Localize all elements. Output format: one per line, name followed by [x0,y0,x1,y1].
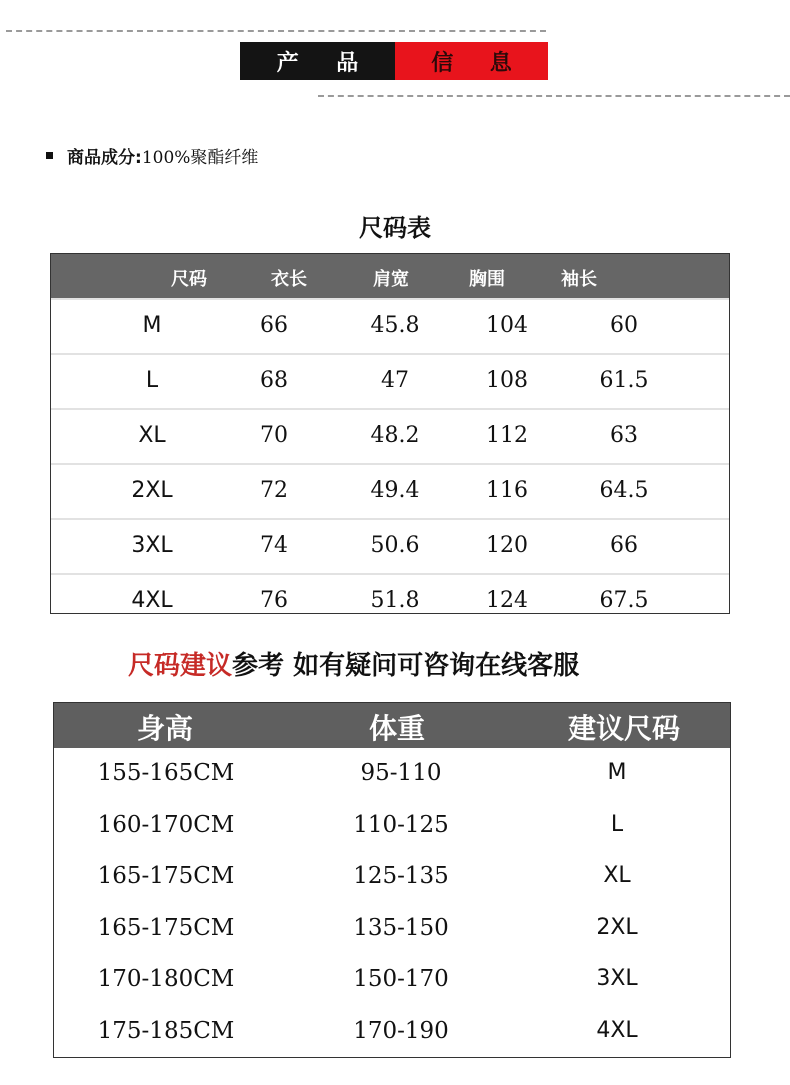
table-cell: L [145,368,159,393]
table-cell: 63 [610,423,638,448]
table-cell: 64.5 [599,478,649,503]
table-cell: 165-175CM [97,863,235,889]
size-chart-table [50,253,730,614]
column-header: 尺码 [171,269,207,290]
size-recommendation-table [53,702,731,1058]
table-row [54,800,730,852]
table-cell: 45.8 [370,313,420,338]
table-cell: 95-110 [360,760,442,786]
table-row [54,851,730,903]
table-row [51,298,729,353]
table-cell: 68 [260,368,288,393]
advice-highlight: 尺码建议 [128,651,233,681]
table-row [54,903,730,955]
table-cell: 116 [486,478,528,503]
table-cell: M [142,313,162,338]
table-cell: 48.2 [370,423,420,448]
table-cell: 150-170 [353,966,449,992]
table-cell: 175-185CM [97,1017,235,1044]
table-cell: 4XL [131,588,173,613]
table-cell: 2XL [131,478,173,503]
column-header: 建议尺码 [567,712,681,745]
table-cell: XL [138,423,166,448]
composition-label: 商品成分: [67,148,142,168]
table-cell: 60 [610,313,638,338]
product-info-banner [240,42,548,80]
table-cell: 135-150 [353,914,449,941]
table-cell: 70 [260,423,288,448]
banner-char: 产 [276,50,299,76]
table-cell: 47 [381,368,409,393]
table-cell: 50.6 [370,533,420,558]
composition-line [46,143,258,168]
table-row [54,748,730,800]
table-row [51,518,729,573]
composition-value: 100%聚酯纤维 [141,148,259,168]
table-cell: 108 [486,368,528,393]
table-row [51,353,729,408]
column-header: 袖长 [561,269,597,290]
size-chart-header [51,254,729,298]
table-cell: M [607,760,627,785]
table-row [54,954,730,1006]
table-row [54,1006,730,1058]
table-cell: 61.5 [599,368,649,393]
table-row [51,573,729,628]
table-cell: 104 [486,313,528,338]
table-cell: 66 [610,533,638,558]
column-header: 身高 [136,712,194,745]
table-cell: 2XL [596,914,638,940]
banner-char: 品 [336,50,359,76]
table-cell: 4XL [596,1017,638,1043]
table-cell: 49.4 [370,478,420,503]
table-cell: 160-170CM [97,811,235,838]
table-cell: 66 [260,313,288,338]
table-row [51,463,729,518]
size-advice-note [128,645,579,682]
table-cell: 51.8 [370,588,420,613]
advice-text: 参考 如有疑问可咨询在线客服 [232,651,580,681]
banner-char: 信 [431,50,454,76]
column-header: 体重 [368,712,426,745]
table-cell: 170-180CM [97,966,235,992]
table-cell: 3XL [131,533,173,558]
bottom-dashed-divider [318,95,790,97]
table-cell: 125-135 [353,863,449,889]
table-cell: 112 [486,423,528,448]
banner-char: 息 [489,50,512,76]
table-cell: 72 [260,478,288,503]
table-cell: 3XL [596,966,638,991]
table-cell: 155-165CM [97,760,235,786]
table-cell: 124 [486,588,528,613]
table-cell: 120 [486,533,528,558]
table-cell: L [610,811,624,837]
column-header: 肩宽 [373,269,409,290]
table-row [51,408,729,463]
column-header: 衣长 [271,269,307,290]
table-cell: XL [603,863,631,888]
table-cell: 170-190 [353,1017,449,1044]
recommendation-header [54,703,730,748]
banner-left-block [240,42,395,80]
square-bullet-icon [46,152,53,159]
size-chart-title: 尺码表 [359,214,431,242]
table-cell: 76 [260,588,288,613]
column-header: 胸围 [469,269,505,290]
banner-right-block [395,42,548,80]
table-cell: 74 [260,533,288,558]
top-dashed-divider [6,30,546,32]
table-cell: 110-125 [353,811,449,838]
table-cell: 67.5 [599,588,649,613]
table-cell: 165-175CM [97,914,235,941]
